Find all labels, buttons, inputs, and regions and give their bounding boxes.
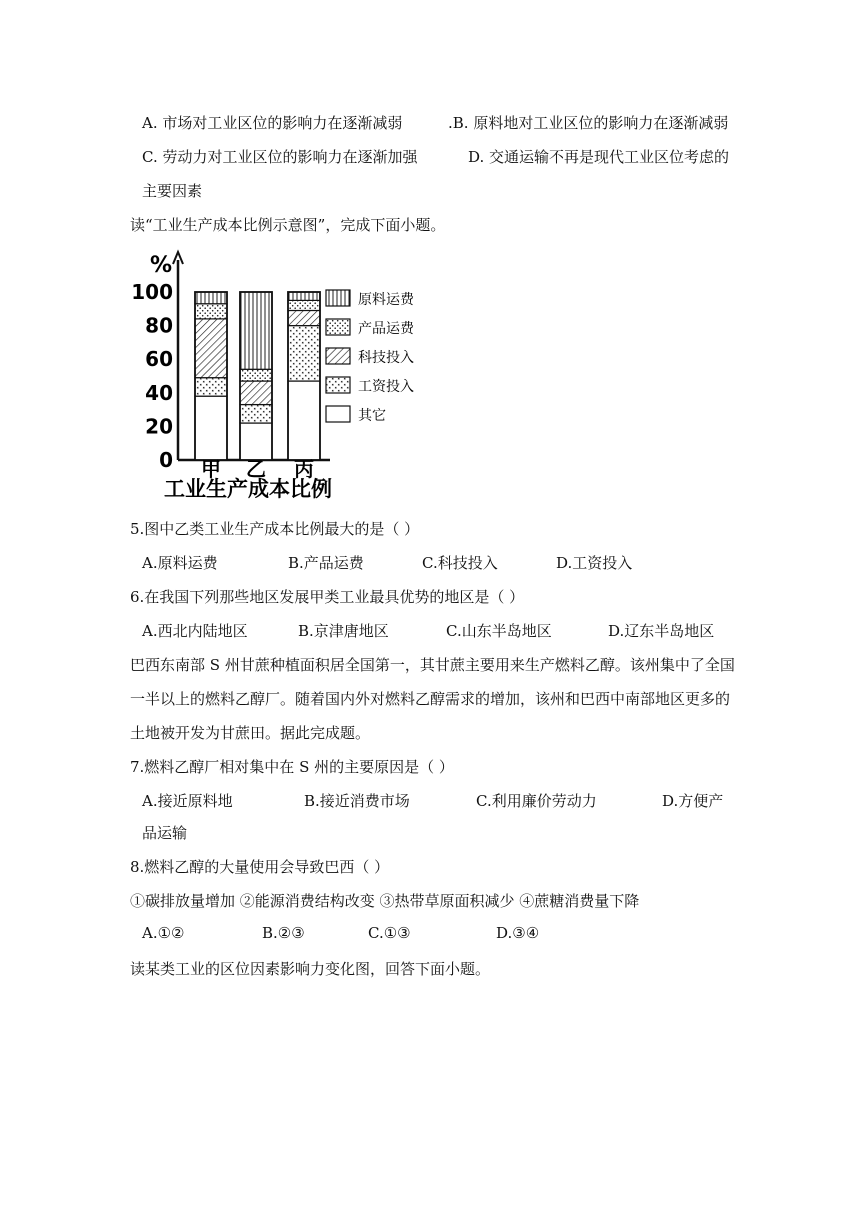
q7-option-a: A.接近原料地 [142,792,233,810]
y-tick-label: 60 [145,347,173,372]
q4-option-d-continued: 主要因素 [142,182,203,200]
legend-swatch-4 [326,290,350,306]
q4-option-c: C. 劳动力对工业区位的影响力在逐渐加强 [142,148,418,166]
legend-label: 科技投入 [358,350,414,366]
y-tick-label: 80 [145,313,173,338]
legend-swatch-2 [326,348,350,364]
y-tick-label: 100 [131,280,173,304]
y-tick-label: 40 [145,380,173,405]
bar-segment-1-1 [240,405,272,423]
next-section-intro: 读某类工业的区位因素影响力变化图，回答下面小题。 [130,960,491,978]
q4-option-b: .B. 原料地对工业区位的影响力在逐渐减弱 [448,114,729,132]
q8-option-b: B.②③ [262,924,305,942]
x-tick-label: 乙 [246,457,266,481]
y-tick-label: 20 [145,414,173,439]
bar-segment-1-0 [240,423,272,460]
q4-option-a: A. 市场对工业区位的影响力在逐渐减弱 [142,114,403,132]
q6-option-d: D.辽东半岛地区 [608,622,715,640]
q8-stem: 8.燃料乙醇的大量使用会导致巴西（ ） [130,858,390,876]
legend-swatch-0 [326,406,350,422]
q6-option-b: B.京津唐地区 [298,622,389,640]
bar-segment-1-4 [240,292,272,369]
q5-option-c: C.科技投入 [422,554,498,572]
bar-segment-2-1 [288,326,320,381]
bar-segment-0-1 [195,378,227,396]
q7-stem: 7.燃料乙醇厂相对集中在 S 州的主要原因是（ ） [130,758,454,776]
q5-option-a: A.原料运费 [142,554,218,572]
legend-swatch-3 [326,319,350,335]
bar-segment-2-2 [288,310,320,325]
y-tick-label: 0 [159,448,173,472]
chart-intro: 读“工业生产成本比例示意图”，完成下面小题。 [130,216,446,234]
q8-option-a: A.①② [142,924,185,942]
bar-segment-0-4 [195,292,227,304]
q5-stem: 5.图中乙类工业生产成本比例最大的是（ ） [130,520,420,538]
q6-option-a: A.西北内陆地区 [142,622,248,640]
passage-line-2: 一半以上的燃料乙醇厂。随着国内外对燃料乙醇需求的增加，该州和巴西中南部地区更多的 [130,690,731,708]
bar-segment-1-3 [240,369,272,381]
bar-segment-2-0 [288,381,320,460]
legend-label: 其它 [358,408,386,424]
chart-title: 工业生产成本比例 [164,477,332,501]
passage-line-1: 巴西东南部 S 州甘蔗种植面积居全国第一，其甘蔗主要用来生产燃料乙醇。该州集中了全国 [130,656,735,674]
legend-label: 原料运费 [358,292,414,308]
bar-segment-0-3 [195,304,227,319]
x-tick-label: 甲 [201,457,221,481]
bar-segment-2-4 [288,292,320,300]
y-axis-unit: % [150,253,173,278]
q7-option-d-continued: 品运输 [142,824,188,842]
q8-option-c: C.①③ [368,924,411,942]
q7-option-c: C.利用廉价劳动力 [476,792,597,810]
legend-label: 产品运费 [358,321,414,337]
q6-stem: 6.在我国下列那些地区发展甲类工业最具优势的地区是（ ） [130,588,525,606]
bar-segment-1-2 [240,381,272,405]
legend-swatch-1 [326,377,350,393]
cost-ratio-chart [124,242,434,504]
x-tick-label: 丙 [294,457,314,481]
q8-items: ①碳排放量增加 ②能源消费结构改变 ③热带草原面积减少 ④蔗糖消费量下降 [130,892,640,910]
q5-option-b: B.产品运费 [288,554,364,572]
q7-option-d: D.方便产 [662,792,724,810]
q7-option-b: B.接近消费市场 [304,792,410,810]
q6-option-c: C.山东半岛地区 [446,622,552,640]
bar-segment-0-2 [195,319,227,378]
q8-option-d: D.③④ [496,924,540,942]
legend-label: 工资投入 [358,379,414,395]
passage-line-3: 土地被开发为甘蔗田。据此完成题。 [130,724,371,742]
bar-segment-0-0 [195,396,227,460]
q4-option-d: D. 交通运输不再是现代工业区位考虑的 [468,148,730,166]
q5-option-d: D.工资投入 [556,554,633,572]
bar-segment-2-3 [288,300,320,310]
